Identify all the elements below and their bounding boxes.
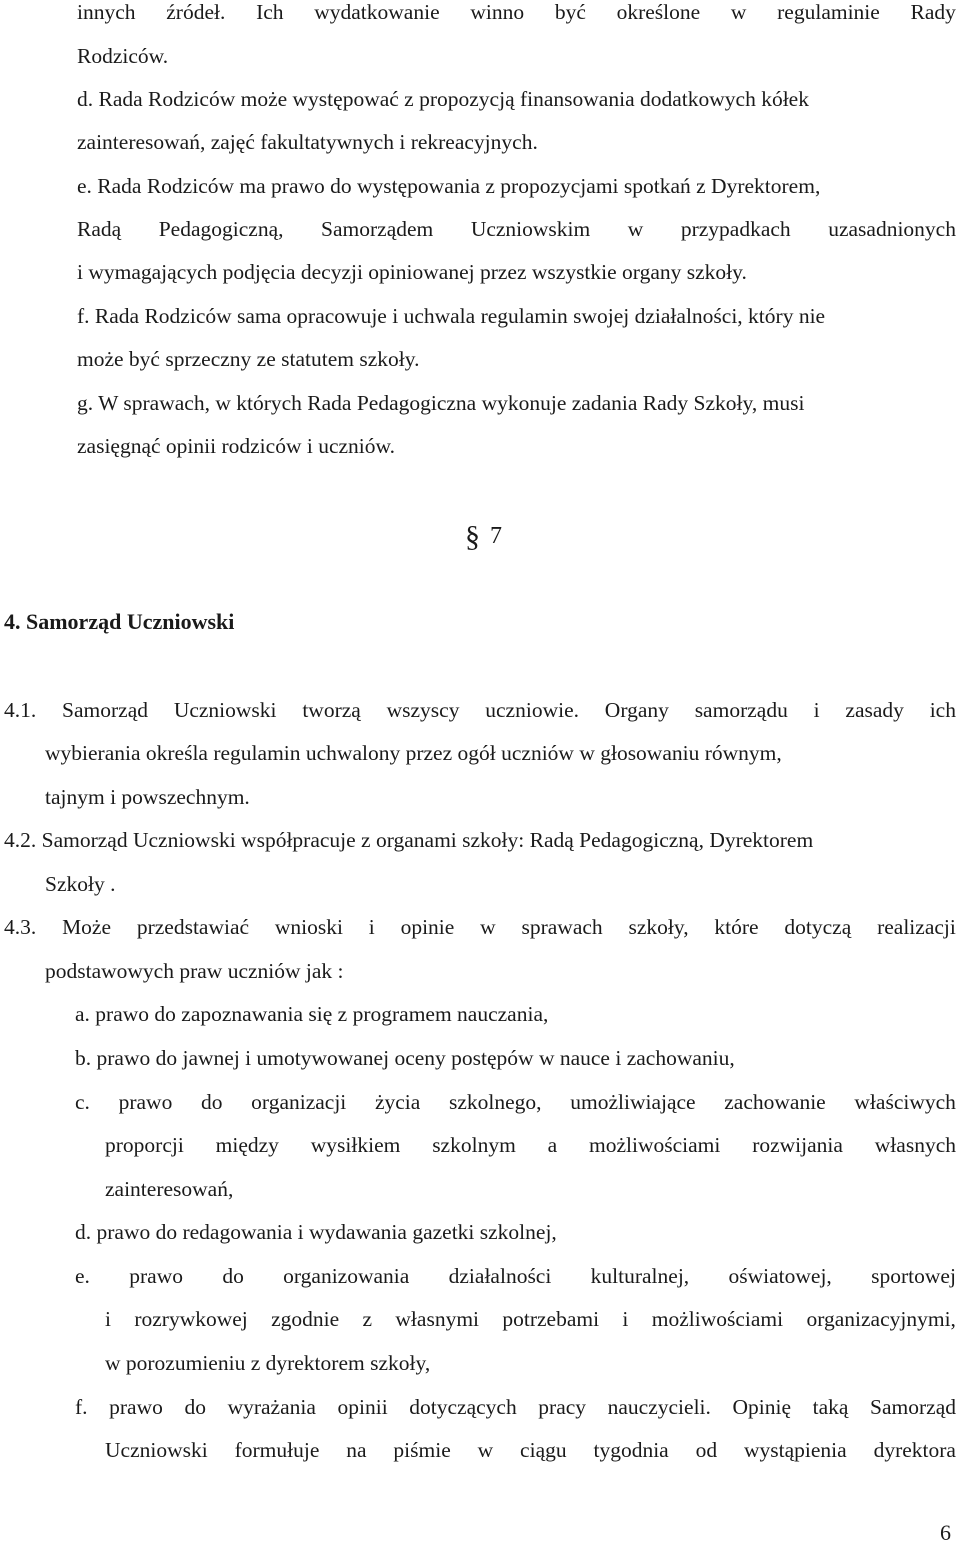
list-item bbox=[75, 1092, 956, 1114]
word: oświatowej, bbox=[728, 1264, 832, 1288]
word: wydatkowanie bbox=[314, 0, 440, 24]
word: Rady bbox=[910, 0, 956, 24]
word: formułuje bbox=[234, 1438, 320, 1462]
word: być bbox=[554, 0, 586, 24]
word: źródeł. bbox=[166, 0, 226, 24]
list-item bbox=[75, 1397, 956, 1419]
section-heading: 4. Samorząd Uczniowski bbox=[4, 609, 235, 634]
list-item bbox=[75, 1266, 956, 1288]
word: ich bbox=[929, 698, 956, 722]
word: Samorząd bbox=[870, 1395, 956, 1419]
word: do bbox=[222, 1264, 244, 1288]
word: od bbox=[695, 1438, 718, 1462]
page-number: 6 bbox=[940, 1520, 951, 1545]
word: e. bbox=[75, 1264, 90, 1288]
word: nauczycieli. bbox=[607, 1395, 711, 1419]
word: między bbox=[215, 1133, 279, 1157]
word: sportowej bbox=[871, 1264, 956, 1288]
text-line: d. Rada Rodziców może występować z propozycją finansowania dodatkowych kółek bbox=[77, 87, 809, 111]
word: prawo bbox=[129, 1264, 183, 1288]
word: Uczniowski bbox=[105, 1438, 208, 1462]
word: i bbox=[105, 1307, 111, 1331]
word: uczniowie. bbox=[485, 698, 579, 722]
word: dyrektora bbox=[873, 1438, 956, 1462]
word: taką bbox=[812, 1395, 849, 1419]
word: możliwościami bbox=[589, 1133, 721, 1157]
word: potrzebami bbox=[502, 1307, 600, 1331]
text-line: Szkoły . bbox=[45, 872, 116, 896]
section-symbol: § bbox=[465, 520, 480, 553]
word: na bbox=[346, 1438, 367, 1462]
word: Samorządem bbox=[321, 217, 434, 241]
word: organizacji bbox=[251, 1090, 347, 1114]
text-line bbox=[77, 219, 956, 241]
text-line: wybierania określa regulamin uchwalony przez ogół uczniów w głosowaniu równym, bbox=[45, 741, 782, 765]
text-line: Rodziców. bbox=[77, 44, 169, 68]
list-item: d. prawo do redagowania i wydawania gazetki szkolnej, bbox=[75, 1220, 557, 1244]
word: uzasadnionych bbox=[828, 217, 956, 241]
word: własnymi bbox=[395, 1307, 480, 1331]
word: własnych bbox=[874, 1133, 956, 1157]
word: pracy bbox=[538, 1395, 587, 1419]
word: określone bbox=[616, 0, 701, 24]
word: do bbox=[184, 1395, 206, 1419]
word: Ich bbox=[256, 0, 284, 24]
word: Uczniowski bbox=[173, 698, 277, 722]
text-line: zainteresowań, zajęć fakultatywnych i rekreacyjnych. bbox=[77, 130, 538, 154]
text-line: 4.2. Samorząd Uczniowski współpracuje z organami szkoły: Radą Pedagogiczną, Dyrektorem bbox=[4, 828, 814, 852]
word: umożliwiające bbox=[570, 1090, 696, 1114]
word: organizowania bbox=[283, 1264, 410, 1288]
word: 4.3. bbox=[4, 915, 37, 939]
text-line: tajnym i powszechnym. bbox=[45, 785, 250, 809]
word: przypadkach bbox=[680, 217, 791, 241]
word: do bbox=[201, 1090, 223, 1114]
word: Samorząd bbox=[62, 698, 149, 722]
word: Uczniowskim bbox=[470, 217, 591, 241]
word: Opinię bbox=[732, 1395, 792, 1419]
word: szkoły, bbox=[628, 915, 689, 939]
word: zachowanie bbox=[724, 1090, 826, 1114]
word: które bbox=[714, 915, 759, 939]
text-line: może być sprzeczny ze statutem szkoły. bbox=[77, 347, 420, 371]
word: i bbox=[813, 698, 820, 722]
word: realizacji bbox=[877, 915, 956, 939]
word: dotyczących bbox=[409, 1395, 517, 1419]
word: życia bbox=[374, 1090, 421, 1114]
text-line: g. W sprawach, w których Rada Pedagogiczna wykonuje zadania Rady Szkoły, musi bbox=[77, 391, 805, 415]
word: Organy bbox=[604, 698, 669, 722]
text-line: zainteresowań, bbox=[105, 1177, 234, 1201]
word: dotyczą bbox=[784, 915, 852, 939]
word: możliwościami bbox=[651, 1307, 784, 1331]
word: działalności bbox=[448, 1264, 552, 1288]
word: f. bbox=[75, 1395, 88, 1419]
word: w bbox=[477, 1438, 494, 1462]
text-line: zasięgnąć opinii rodziców i uczniów. bbox=[77, 434, 396, 458]
word: Radą bbox=[77, 217, 122, 241]
word: wszyscy bbox=[386, 698, 460, 722]
word: rozwijania bbox=[752, 1133, 843, 1157]
word: zgodnie bbox=[271, 1307, 340, 1331]
section-number: 7 bbox=[490, 523, 502, 549]
word: zasady bbox=[845, 698, 904, 722]
text-line bbox=[4, 700, 956, 722]
word: przedstawiać bbox=[136, 915, 250, 939]
list-item: a. prawo do zapoznawania się z programem nauczania, bbox=[75, 1002, 549, 1026]
word: opinie bbox=[400, 915, 455, 939]
word: i bbox=[622, 1307, 629, 1331]
word: regulaminie bbox=[777, 0, 880, 24]
text-line: i wymagających podjęcia decyzji opiniowanej przez wszystkie organy szkoły. bbox=[77, 260, 747, 284]
word: w bbox=[730, 0, 747, 24]
word: tygodnia bbox=[593, 1438, 669, 1462]
word: prawo bbox=[109, 1395, 163, 1419]
section-marker bbox=[465, 522, 502, 552]
word: organizacyjnymi, bbox=[806, 1307, 956, 1331]
word: opinii bbox=[337, 1395, 388, 1419]
word: proporcji bbox=[105, 1133, 184, 1157]
word: winno bbox=[470, 0, 525, 24]
word: rozrywkowej bbox=[134, 1307, 248, 1331]
word: innych bbox=[77, 0, 136, 24]
word: samorządu bbox=[694, 698, 788, 722]
word: ciągu bbox=[520, 1438, 567, 1462]
word: c. bbox=[75, 1090, 90, 1114]
word: szkolnym bbox=[432, 1133, 516, 1157]
text-line bbox=[105, 1309, 956, 1331]
text-line: w porozumieniu z dyrektorem szkoły, bbox=[105, 1351, 431, 1375]
word: z bbox=[362, 1307, 373, 1331]
word: wysiłkiem bbox=[310, 1133, 401, 1157]
word: i bbox=[368, 915, 375, 939]
word: tworzą bbox=[302, 698, 361, 722]
word: a bbox=[547, 1133, 558, 1157]
word: właściwych bbox=[854, 1090, 956, 1114]
word: szkolnego, bbox=[449, 1090, 542, 1114]
word: w bbox=[627, 217, 644, 241]
word: wnioski bbox=[274, 915, 343, 939]
text-line bbox=[77, 2, 956, 24]
word: prawo bbox=[118, 1090, 173, 1114]
text-line bbox=[4, 917, 956, 939]
word: piśmie bbox=[393, 1438, 451, 1462]
word: Pedagogiczną, bbox=[158, 217, 284, 241]
list-item: b. prawo do jawnej i umotywowanej oceny postępów w nauce i zachowaniu, bbox=[75, 1046, 735, 1070]
word: wyrażania bbox=[227, 1395, 316, 1419]
word: Może bbox=[62, 915, 112, 939]
word: 4.1. bbox=[4, 698, 37, 722]
word: sprawach bbox=[521, 915, 603, 939]
text-line bbox=[105, 1440, 956, 1462]
text-line: e. Rada Rodziców ma prawo do występowania z propozycjami spotkań z Dyrektorem, bbox=[77, 174, 821, 198]
word: kulturalnej, bbox=[590, 1264, 690, 1288]
text-line: f. Rada Rodziców sama opracowuje i uchwala regulamin swojej działalności, który nie bbox=[77, 304, 826, 328]
text-line bbox=[105, 1135, 956, 1157]
word: wystąpienia bbox=[743, 1438, 847, 1462]
text-line: podstawowych praw uczniów jak : bbox=[45, 959, 344, 983]
word: w bbox=[480, 915, 496, 939]
